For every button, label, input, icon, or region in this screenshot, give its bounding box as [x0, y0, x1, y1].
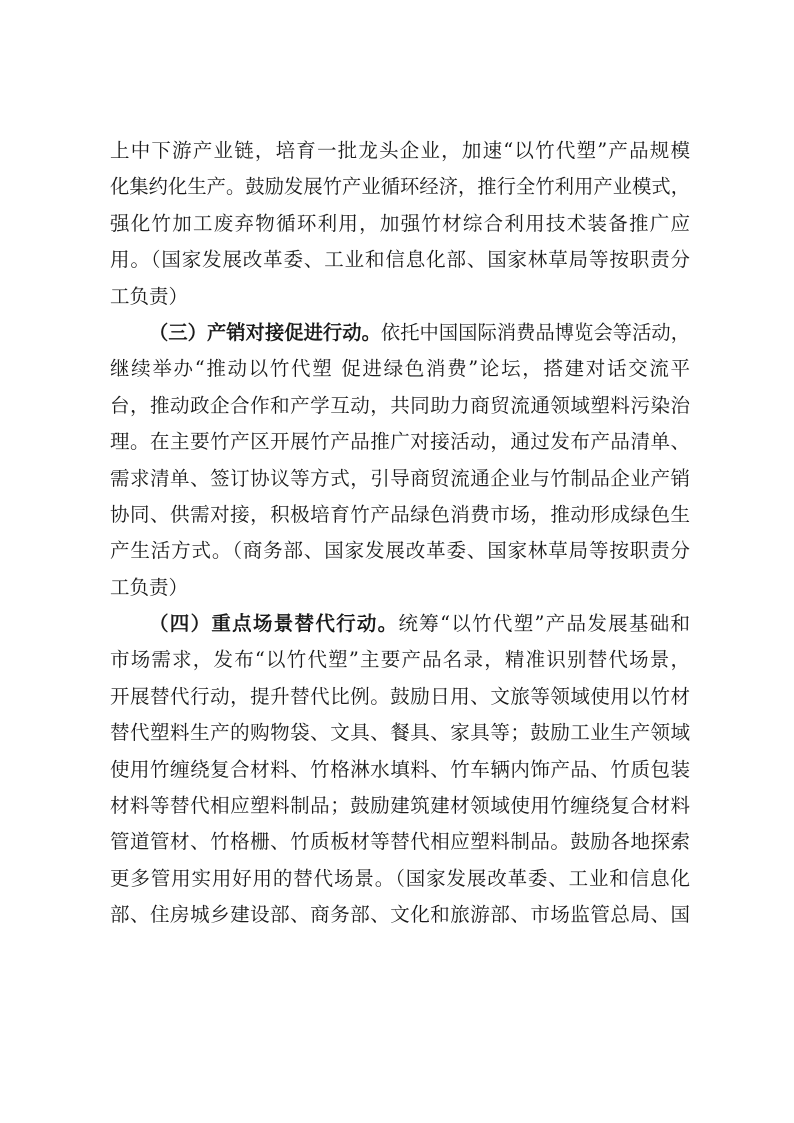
text-line [110, 242, 690, 278]
text-line: 开展替代行动，提升替代比例。鼓励日用、文旅等领域使用以竹材 [110, 684, 690, 708]
text-fragment: 更多管用实用好用的替代场景。 [110, 866, 396, 890]
responsibility-note-line: 部、住房城乡建设部、商务部、文化和旅游部、市场监管总局、国 [110, 903, 690, 927]
text-line: 管道管材、竹格栅、竹质板材等替代相应塑料制品。鼓励各地探索 [110, 830, 690, 854]
text-line: 继续举办“推动以竹代塑 促进绿色消费”论坛，搭建对话交流平 [110, 357, 690, 381]
text-line: 市场需求，发布“以竹代塑”主要产品名录，精准识别替代场景， [110, 648, 690, 672]
text-line: 台，推动政企合作和产学互动，共同助力商贸流通领域塑料污染治 [110, 393, 690, 417]
text-line: 上中下游产业链，培育一批龙头企业，加速“以竹代塑”产品规模 [110, 139, 690, 162]
section-heading: （三）产销对接促进行动。 [149, 320, 381, 344]
responsibility-note: （国家发展改革委、工业和信息化部、国家林草局等按职责分 [150, 248, 690, 272]
responsibility-note: （国家发展改革委、工业和信息化 [395, 866, 690, 890]
text-fragment: 用。 [110, 248, 151, 272]
text-line [110, 533, 690, 569]
text-line: 协同、供需对接，积极培育竹产品绿色消费市场，推动形成绿色生 [110, 502, 690, 526]
text-fragment: 产生活方式。 [110, 539, 233, 563]
text-line: 化集约化生产。鼓励发展竹产业循环经济，推行全竹利用产业模式， [110, 175, 690, 199]
section-heading: （四）重点场景替代行动。 [149, 612, 399, 636]
text-line: 替代塑料生产的购物袋、文具、餐具、家具等；鼓励工业生产领域 [110, 721, 690, 745]
text-line: 理。在主要竹产区开展竹产品推广对接活动，通过发布产品清单、 [110, 430, 690, 454]
responsibility-note-end: 工负责） [110, 284, 189, 308]
text-line: 使用竹缠绕复合材料、竹格淋水填料、竹车辆内饰产品、竹质包装 [110, 757, 690, 781]
section-heading-line [110, 315, 690, 351]
section-heading-line [110, 606, 690, 642]
text-fragment: 统筹“以竹代塑”产品发展基础和 [398, 612, 690, 636]
text-line: 材料等替代相应塑料制品；鼓励建筑建材领域使用竹缠绕复合材料 [110, 794, 690, 818]
responsibility-note-end: 工负责） [110, 575, 189, 599]
text-fragment: 依托中国国际消费品博览会等活动， [380, 320, 691, 344]
responsibility-note: （商务部、国家发展改革委、国家林草局等按职责分 [232, 539, 690, 563]
text-line: 需求清单、签订协议等方式，引导商贸流通企业与竹制品企业产销 [110, 466, 690, 490]
text-line: 强化竹加工废弃物循环利用，加强竹材综合利用技术装备推广应 [110, 211, 690, 235]
text-line [110, 861, 690, 897]
document-page [110, 133, 690, 934]
